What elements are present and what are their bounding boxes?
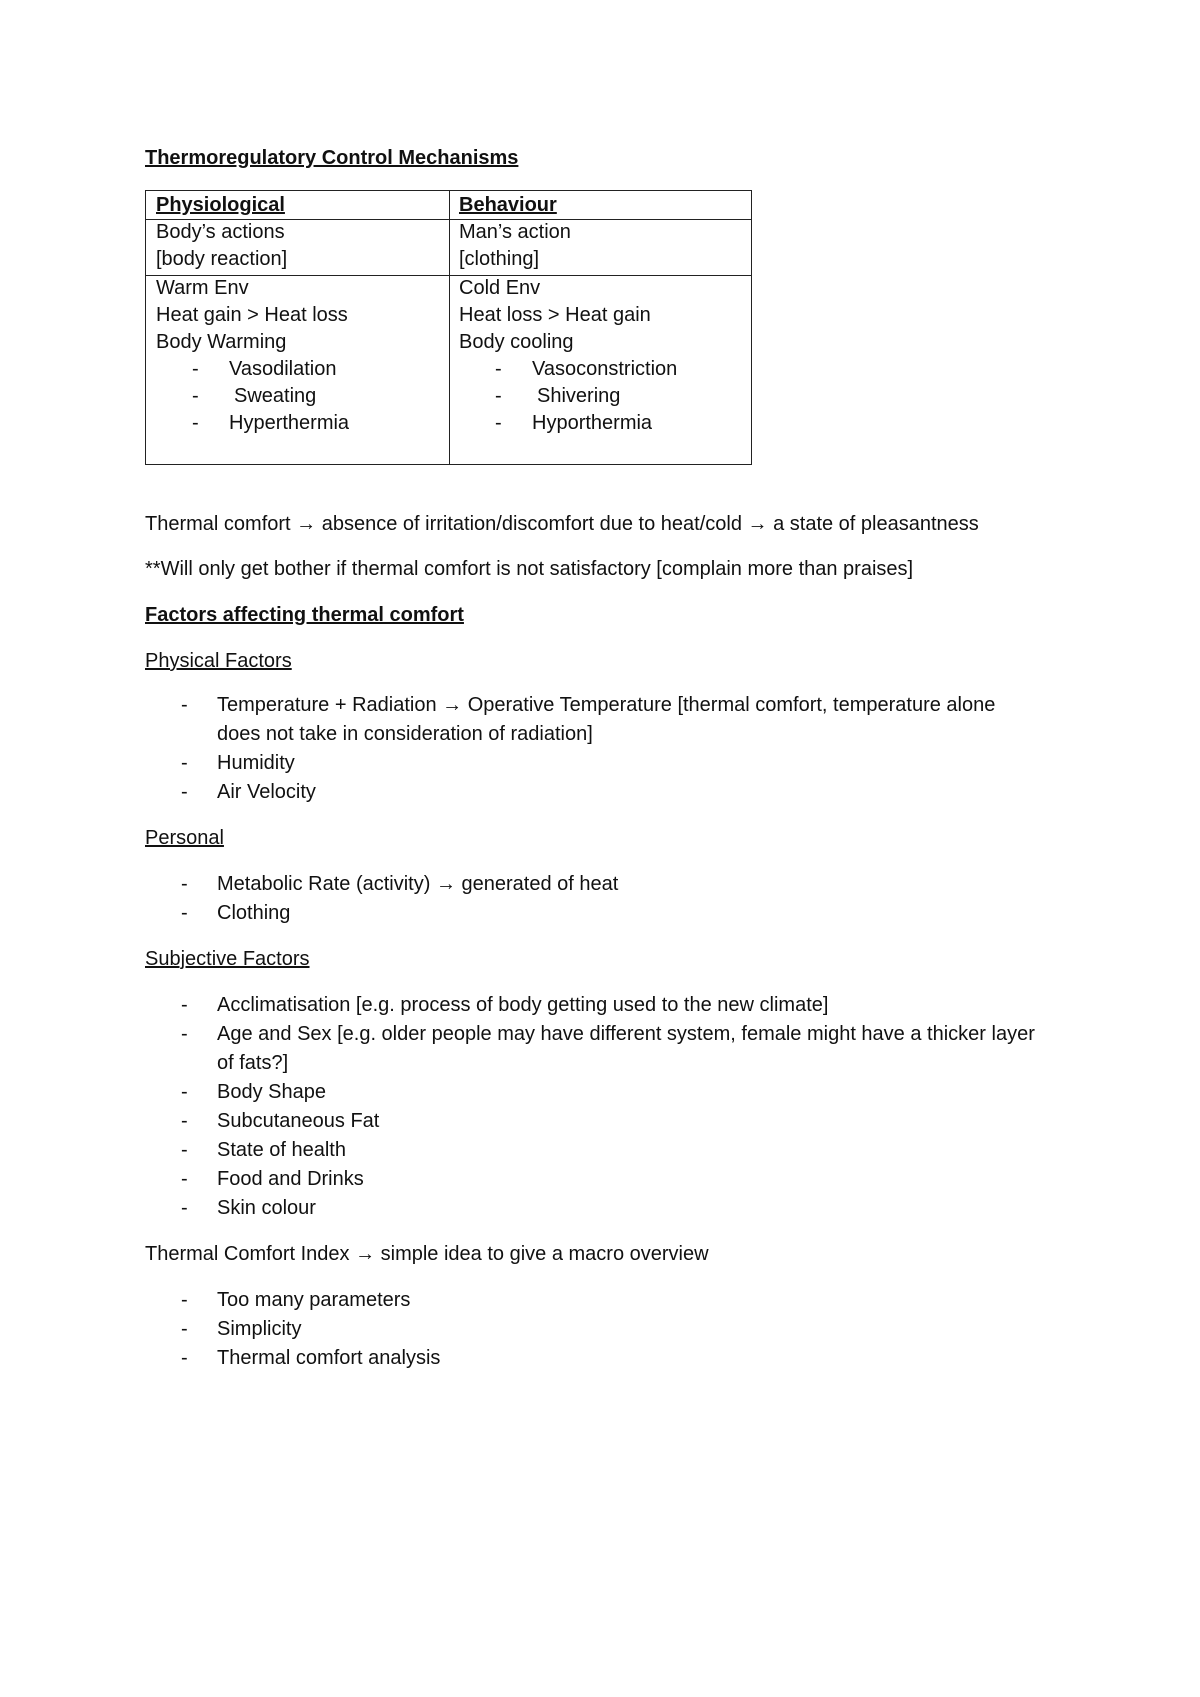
list-item xyxy=(217,692,995,719)
subsection-heading: Personal xyxy=(145,827,224,849)
arrow-right-icon: → xyxy=(442,694,463,716)
cell-text: [clothing] xyxy=(459,248,540,270)
list-item: Thermal comfort analysis xyxy=(217,1347,441,1369)
table-column-divider xyxy=(449,191,450,464)
list-item: Vasodilation xyxy=(229,358,337,380)
list-item: Humidity xyxy=(217,752,295,774)
cell-text: Heat gain > Heat loss xyxy=(156,304,348,326)
list-item: Food and Drinks xyxy=(217,1168,364,1190)
arrow-right-icon: → xyxy=(747,513,768,535)
list-item: Air Velocity xyxy=(217,781,316,803)
list-dash: - xyxy=(181,1081,188,1103)
cell-text: Body cooling xyxy=(459,331,574,353)
list-item: Age and Sex [e.g. older people may have different system, female might have a thicker layer xyxy=(217,1023,1035,1045)
cell-text: [body reaction] xyxy=(156,248,288,270)
list-dash: - xyxy=(181,781,188,803)
list-item: State of health xyxy=(217,1139,346,1161)
subsection-heading: Subjective Factors xyxy=(145,948,310,970)
list-dash: - xyxy=(181,1168,188,1190)
arrow-right-icon: → xyxy=(296,513,317,535)
list-item-text: Operative Temperature [thermal comfort, temperature alone xyxy=(467,694,996,716)
list-dash: - xyxy=(181,873,188,895)
header-behaviour: Behaviour xyxy=(459,194,557,216)
section-heading: Factors affecting thermal comfort xyxy=(145,604,464,626)
list-item: Hyporthermia xyxy=(532,412,653,434)
cell-text: Man’s action xyxy=(459,221,571,243)
list-item: Simplicity xyxy=(217,1318,302,1340)
list-dash: - xyxy=(181,994,188,1016)
note-text: **Will only get bother if thermal comfort is not satisfactory [complain more than praises] xyxy=(145,558,914,580)
list-dash: - xyxy=(181,1139,188,1161)
list-dash: - xyxy=(495,412,502,434)
cell-text: Body Warming xyxy=(156,331,287,353)
subsection-heading: Physical Factors xyxy=(145,650,292,672)
list-item: Hyperthermia xyxy=(229,412,350,434)
list-item-text: Metabolic Rate (activity) xyxy=(217,873,431,895)
list-item: Sweating xyxy=(234,385,317,407)
list-item-continued: of fats?] xyxy=(217,1052,289,1074)
list-dash: - xyxy=(181,902,188,924)
definition-end: a state of pleasantness xyxy=(773,513,979,535)
thermal-comfort-definition xyxy=(145,511,979,538)
mechanisms-table xyxy=(145,190,752,465)
list-dash: - xyxy=(181,694,188,716)
list-item-continued: does not take in consideration of radiation] xyxy=(217,723,593,745)
list-dash: - xyxy=(181,1023,188,1045)
list-dash: - xyxy=(181,1347,188,1369)
term: Thermal Comfort Index xyxy=(145,1243,350,1265)
list-item-text: Temperature + Radiation xyxy=(217,694,437,716)
list-item: Too many parameters xyxy=(217,1289,411,1311)
definition-text: simple idea to give a macro overview xyxy=(380,1243,709,1265)
list-item xyxy=(217,871,618,898)
list-dash: - xyxy=(181,1289,188,1311)
list-dash: - xyxy=(181,1318,188,1340)
list-item: Clothing xyxy=(217,902,291,924)
cell-text: Warm Env xyxy=(156,277,249,299)
page-title: Thermoregulatory Control Mechanisms xyxy=(145,147,519,169)
cell-text: Cold Env xyxy=(459,277,541,299)
header-physiological: Physiological xyxy=(156,194,285,216)
arrow-right-icon: → xyxy=(435,873,456,895)
list-item: Shivering xyxy=(537,385,621,407)
definition-text: absence of irritation/discomfort due to heat/cold xyxy=(321,513,742,535)
list-dash: - xyxy=(495,358,502,380)
list-item: Acclimatisation [e.g. process of body getting used to the new climate] xyxy=(217,994,829,1016)
cell-text: Body’s actions xyxy=(156,221,285,243)
list-item: Body Shape xyxy=(217,1081,326,1103)
list-dash: - xyxy=(192,358,199,380)
arrow-right-icon: → xyxy=(355,1243,376,1265)
list-item: Vasoconstriction xyxy=(532,358,678,380)
list-dash: - xyxy=(181,1197,188,1219)
term: Thermal comfort xyxy=(145,513,291,535)
list-item-text: generated of heat xyxy=(461,873,619,895)
list-item: Subcutaneous Fat xyxy=(217,1110,380,1132)
list-dash: - xyxy=(192,412,199,434)
list-dash: - xyxy=(192,385,199,407)
list-dash: - xyxy=(495,385,502,407)
list-item: Skin colour xyxy=(217,1197,316,1219)
list-dash: - xyxy=(181,1110,188,1132)
list-dash: - xyxy=(181,752,188,774)
index-definition xyxy=(145,1241,709,1268)
cell-text: Heat loss > Heat gain xyxy=(459,304,651,326)
